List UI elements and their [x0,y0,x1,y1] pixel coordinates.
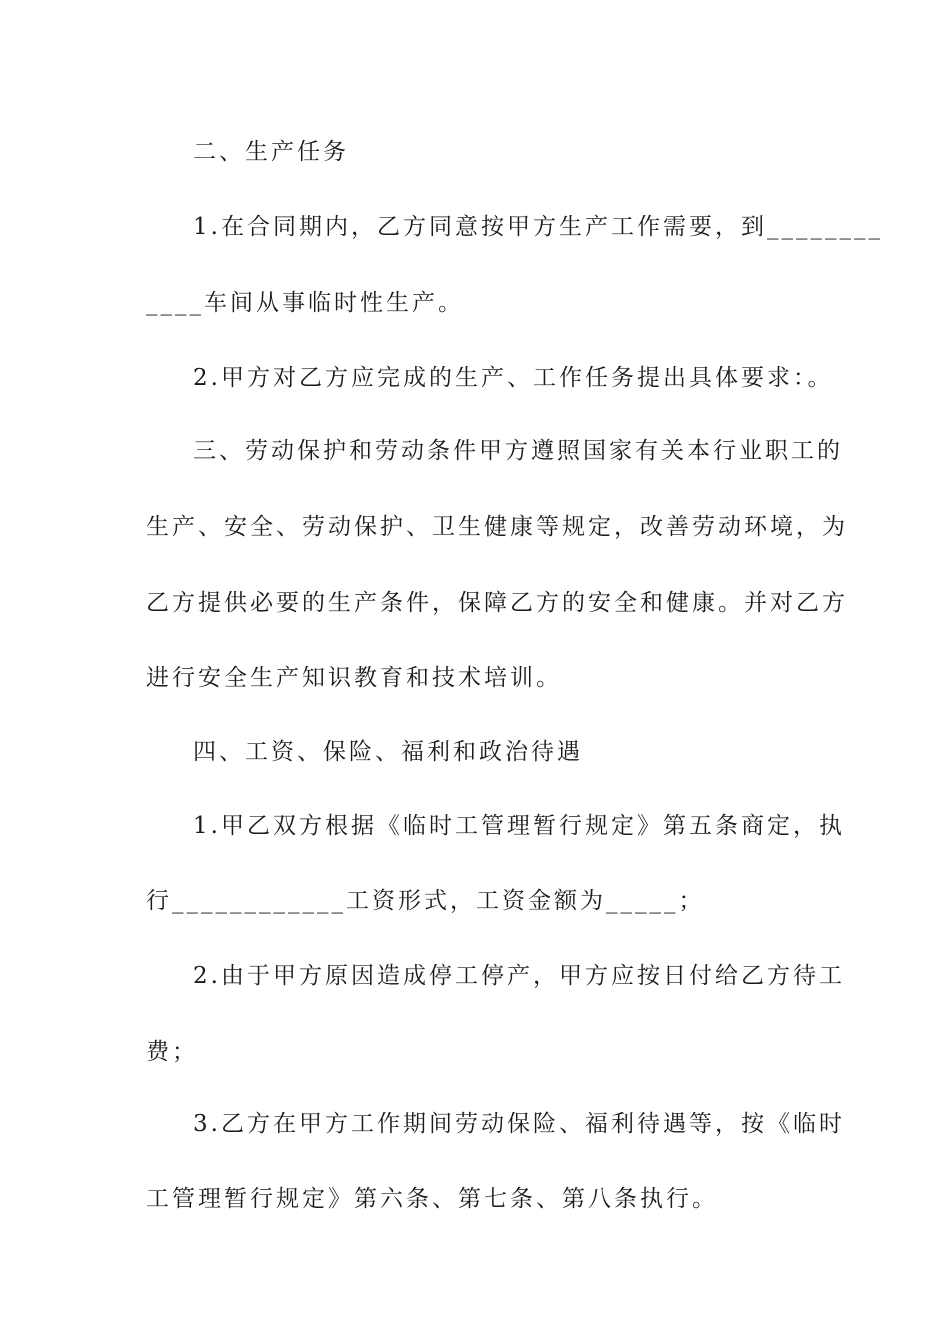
paragraph-line: 生产、安全、劳动保护、卫生健康等规定，改善劳动环境，为 [146,514,848,540]
paragraph-line: 2.由于甲方原因造成停工停产，甲方应按日付给乙方待工 [193,963,845,989]
paragraph-line: 工管理暂行规定》第六条、第七条、第八条执行。 [146,1186,718,1212]
paragraph-line: 3.乙方在甲方工作期间劳动保险、福利待遇等，按《临时 [193,1111,845,1137]
paragraph-line: ____车间从事临时性生产。 [146,290,464,316]
section-heading-wages-insurance: 四、工资、保险、福利和政治待遇 [193,739,583,765]
paragraph-line: 行____________工资形式，工资金额为_____； [146,888,705,914]
section-heading-production-tasks: 二、生产任务 [193,139,349,165]
paragraph-line: 1.甲乙双方根据《临时工管理暂行规定》第五条商定，执 [193,813,845,839]
section-heading-labor-protection: 三、劳动保护和劳动条件甲方遵照国家有关本行业职工的 [193,438,843,464]
paragraph-line: 乙方提供必要的生产条件，保障乙方的安全和健康。并对乙方 [146,590,848,616]
paragraph-line: 进行安全生产知识教育和技术培训。 [146,665,562,691]
paragraph-line: 费； [146,1039,198,1065]
paragraph-line: 1.在合同期内，乙方同意按甲方生产工作需要，到________ [193,214,883,240]
paragraph-line: 2.甲方对乙方应完成的生产、工作任务提出具体要求：。 [193,365,834,391]
